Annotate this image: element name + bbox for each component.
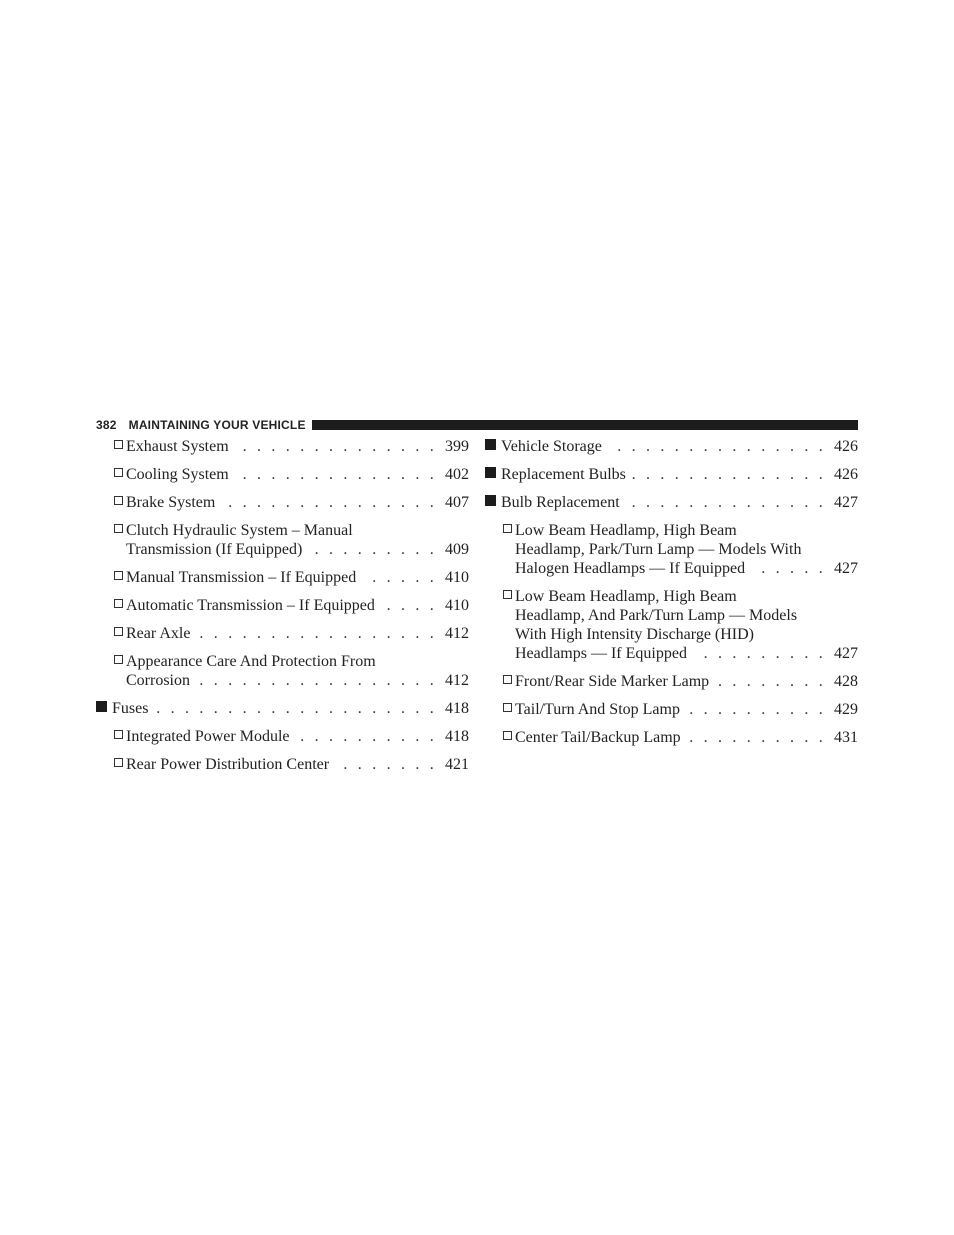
toc-page-number: 427 (834, 560, 858, 577)
dot-leader (686, 700, 826, 719)
hollow-square-bullet-icon (503, 672, 515, 691)
toc-entry[interactable] (96, 624, 469, 643)
section-title: MAINTAINING YOUR VEHICLE (128, 418, 306, 432)
toc-entry[interactable] (485, 465, 858, 484)
filled-square-bullet-icon (485, 465, 501, 484)
toc-entry-text: Transmission (If Equipped) (126, 541, 303, 558)
toc-entry[interactable] (96, 465, 469, 484)
toc-entry-text: Low Beam Headlamp, High Beam (515, 588, 737, 605)
dot-leader (693, 644, 826, 663)
toc-page-number: 412 (445, 625, 469, 642)
toc-entry-text: Corrosion (126, 672, 190, 689)
toc-page-number: 418 (445, 700, 469, 717)
toc-entry[interactable] (485, 493, 858, 512)
hollow-square-bullet-icon (503, 587, 515, 606)
toc-page-number: 409 (445, 541, 469, 558)
hollow-square-bullet-icon (114, 727, 126, 746)
toc-entry-text: Automatic Transmission – If Equipped (126, 597, 375, 614)
page-number: 382 (96, 418, 117, 432)
toc-page-number: 421 (445, 756, 469, 773)
hollow-square-bullet-icon (114, 652, 126, 671)
toc-entry-text: Manual Transmission – If Equipped (126, 569, 357, 586)
dot-leader (608, 437, 826, 456)
header-rule (312, 420, 858, 430)
toc-entry-text: Front/Rear Side Marker Lamp (515, 673, 710, 690)
hollow-square-bullet-icon (503, 521, 515, 540)
toc-entry-text: Vehicle Storage (501, 438, 602, 455)
toc-entry-text: Rear Axle (126, 625, 191, 642)
toc-page-number: 431 (834, 729, 858, 746)
hollow-square-bullet-icon (114, 521, 126, 540)
toc-page-number: 410 (445, 597, 469, 614)
toc-entry[interactable] (485, 700, 858, 719)
toc-entry[interactable] (96, 568, 469, 587)
hollow-square-bullet-icon (114, 624, 126, 643)
filled-square-bullet-icon (96, 699, 112, 718)
toc-entry-text: Center Tail/Backup Lamp (515, 729, 681, 746)
toc-page-number: 412 (445, 672, 469, 689)
toc-entry[interactable] (485, 587, 858, 663)
dot-leader (196, 671, 437, 690)
toc-entry-text: Integrated Power Module (126, 728, 290, 745)
dot-leader (221, 493, 437, 512)
toc-page-number: 426 (834, 438, 858, 455)
hollow-square-bullet-icon (114, 437, 126, 456)
toc-entry[interactable] (96, 652, 469, 690)
dot-leader (308, 540, 437, 559)
hollow-square-bullet-icon (114, 465, 126, 484)
dot-leader (296, 727, 437, 746)
hollow-square-bullet-icon (114, 568, 126, 587)
toc-column-left (96, 437, 469, 783)
dot-leader (715, 672, 826, 691)
dot-leader (235, 465, 437, 484)
hollow-square-bullet-icon (503, 700, 515, 719)
toc-entry[interactable] (96, 596, 469, 615)
dot-leader (154, 699, 437, 718)
toc-page-number: 410 (445, 569, 469, 586)
toc-page-number: 429 (834, 701, 858, 718)
toc-entry-text: Low Beam Headlamp, High Beam (515, 522, 737, 539)
toc-entry-text: Brake System (126, 494, 216, 511)
filled-square-bullet-icon (485, 493, 501, 512)
dot-leader (626, 493, 826, 512)
toc-entry[interactable] (96, 727, 469, 746)
toc-entry-text: Clutch Hydraulic System – Manual (126, 522, 353, 539)
dot-leader (235, 437, 437, 456)
hollow-square-bullet-icon (503, 728, 515, 747)
toc-entry-text: Fuses (112, 700, 149, 717)
toc-entry-text: Headlamps — If Equipped (515, 645, 687, 662)
toc-page-number: 427 (834, 494, 858, 511)
toc-entry[interactable] (485, 437, 858, 456)
toc-page-number: 407 (445, 494, 469, 511)
toc-entry[interactable] (96, 755, 469, 774)
toc-entry-text: Rear Power Distribution Center (126, 756, 330, 773)
toc-entry-text: Bulb Replacement (501, 494, 620, 511)
toc-entry-text: Headlamp, And Park/Turn Lamp — Models (515, 607, 798, 624)
toc-entry-text: Tail/Turn And Stop Lamp (515, 701, 680, 718)
toc-page-number: 426 (834, 466, 858, 483)
toc-entry-text: Headlamp, Park/Turn Lamp — Models With (515, 541, 802, 558)
toc-entry-text: Cooling System (126, 466, 229, 483)
toc-entry-text: Appearance Care And Protection From (126, 653, 376, 670)
toc-page-number: 427 (834, 645, 858, 662)
hollow-square-bullet-icon (114, 755, 126, 774)
toc-page-number: 399 (445, 438, 469, 455)
toc-page-number: 428 (834, 673, 858, 690)
dot-leader (381, 596, 437, 615)
toc-entry[interactable] (485, 672, 858, 691)
dot-leader (751, 559, 826, 578)
toc-entry-text: Replacement Bulbs (501, 466, 626, 483)
filled-square-bullet-icon (485, 437, 501, 456)
page-header (96, 417, 858, 433)
dot-leader (362, 568, 437, 587)
dot-leader (687, 728, 826, 747)
toc-page-number: 418 (445, 728, 469, 745)
hollow-square-bullet-icon (114, 596, 126, 615)
hollow-square-bullet-icon (114, 493, 126, 512)
dot-leader (196, 624, 437, 643)
toc-entry[interactable] (96, 521, 469, 559)
dot-leader (632, 465, 826, 484)
toc-entry[interactable] (485, 728, 858, 747)
toc-entry[interactable] (96, 493, 469, 512)
toc-page-number: 402 (445, 466, 469, 483)
toc-column-right (485, 437, 858, 756)
toc-entry[interactable] (96, 437, 469, 456)
toc-entry-text: Exhaust System (126, 438, 229, 455)
toc-entry[interactable] (96, 699, 469, 718)
toc-entry-text: With High Intensity Discharge (HID) (515, 626, 755, 643)
toc-entry-text: Halogen Headlamps — If Equipped (515, 560, 746, 577)
toc-entry[interactable] (485, 521, 858, 578)
dot-leader (335, 755, 437, 774)
